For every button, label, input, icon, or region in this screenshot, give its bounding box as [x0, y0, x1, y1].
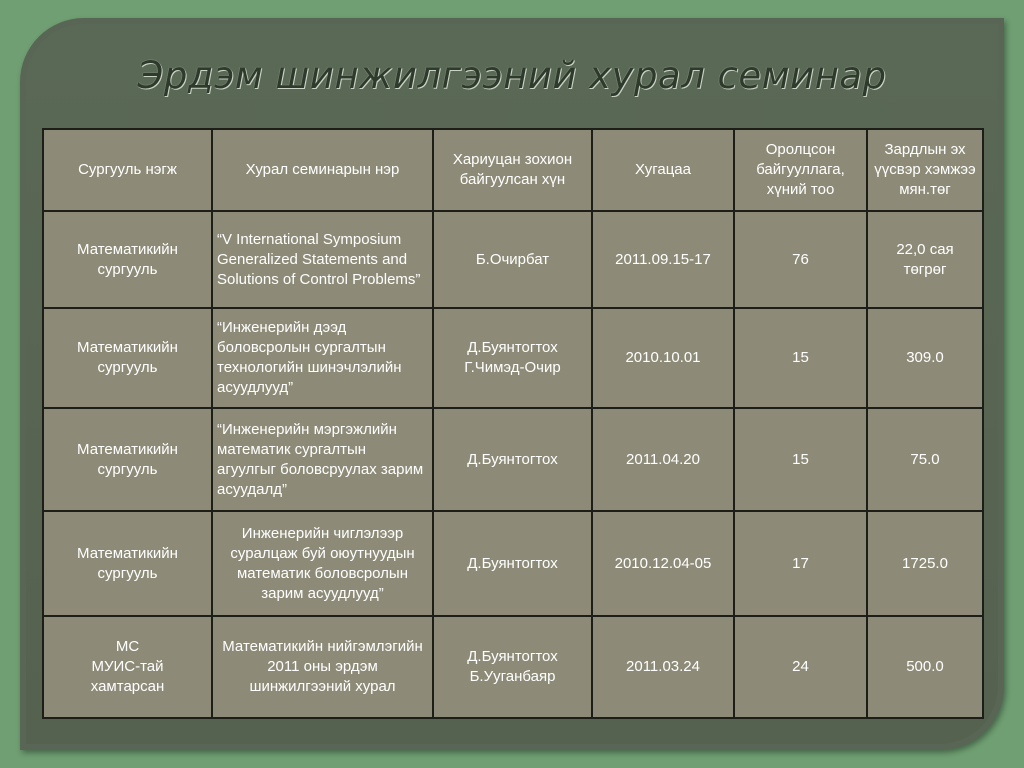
table-row: [43, 616, 983, 718]
cell-unit: Математикийн сургууль: [43, 408, 212, 511]
cell-seminar-name: “Инженерийн мэргэжлийн математик сургалтын агуулгыг боловсруулах зарим асуудалд”: [212, 408, 433, 511]
header-cost: Зардлын эх үүсвэр хэмжээ мян.төг: [867, 129, 983, 211]
cell-organizer: Д.Буянтогтох: [433, 408, 592, 511]
table-row: [43, 408, 983, 511]
cell-cost: 75.0: [867, 408, 983, 511]
cell-date: 2011.03.24: [592, 616, 734, 718]
seminar-table: [42, 128, 984, 719]
cell-seminar-name: “V International Symposium Generalized Statements and Solutions of Control Problems”: [212, 211, 433, 308]
header-date: Хугацаа: [592, 129, 734, 211]
cell-unit: Математикийн сургууль: [43, 308, 212, 408]
cell-participants: 15: [734, 308, 867, 408]
cell-cost: 500.0: [867, 616, 983, 718]
cell-organizer: Д.Буянтогтох: [433, 511, 592, 616]
cell-seminar-name: “Инженерийн дээд боловсролын сургалтын технологийн шинэчлэлийн асуудлууд”: [212, 308, 433, 408]
cell-organizer: Д.Буянтогтох Б.Ууганбаяр: [433, 616, 592, 718]
cell-cost: 309.0: [867, 308, 983, 408]
table-row: [43, 211, 983, 308]
table-row: [43, 511, 983, 616]
cell-unit: Математикийн сургууль: [43, 511, 212, 616]
cell-participants: 24: [734, 616, 867, 718]
cell-unit: МС МУИС-тай хамтарсан: [43, 616, 212, 718]
header-seminar-name: Хурал семинарын нэр: [212, 129, 433, 211]
cell-participants: 15: [734, 408, 867, 511]
cell-date: 2011.04.20: [592, 408, 734, 511]
cell-organizer: Д.Буянтогтох Г.Чимэд-Очир: [433, 308, 592, 408]
header-participants: Оролцсон байгууллага, хүний тоо: [734, 129, 867, 211]
page-title: Эрдэм шинжилгээний хурал семинар: [137, 54, 887, 97]
cell-seminar-name: Математикийн нийгэмлэгийн 2011 оны эрдэм шинжилгээний хурал: [212, 616, 433, 718]
cell-participants: 76: [734, 211, 867, 308]
cell-unit: Математикийн сургууль: [43, 211, 212, 308]
table-header-row: [43, 129, 983, 211]
cell-date: 2010.12.04-05: [592, 511, 734, 616]
table-row: [43, 308, 983, 408]
cell-cost: 1725.0: [867, 511, 983, 616]
cell-seminar-name: Инженерийн чиглэлээр суралцаж буй оюутнуудын математик боловсролын зарим асуудлууд”: [212, 511, 433, 616]
cell-date: 2010.10.01: [592, 308, 734, 408]
cell-organizer: Б.Очирбат: [433, 211, 592, 308]
cell-cost: 22,0 сая төгрөг: [867, 211, 983, 308]
header-unit: Сургууль нэгж: [43, 129, 212, 211]
cell-date: 2011.09.15-17: [592, 211, 734, 308]
header-organizer: Хариуцан зохион байгуулсан хүн: [433, 129, 592, 211]
cell-participants: 17: [734, 511, 867, 616]
